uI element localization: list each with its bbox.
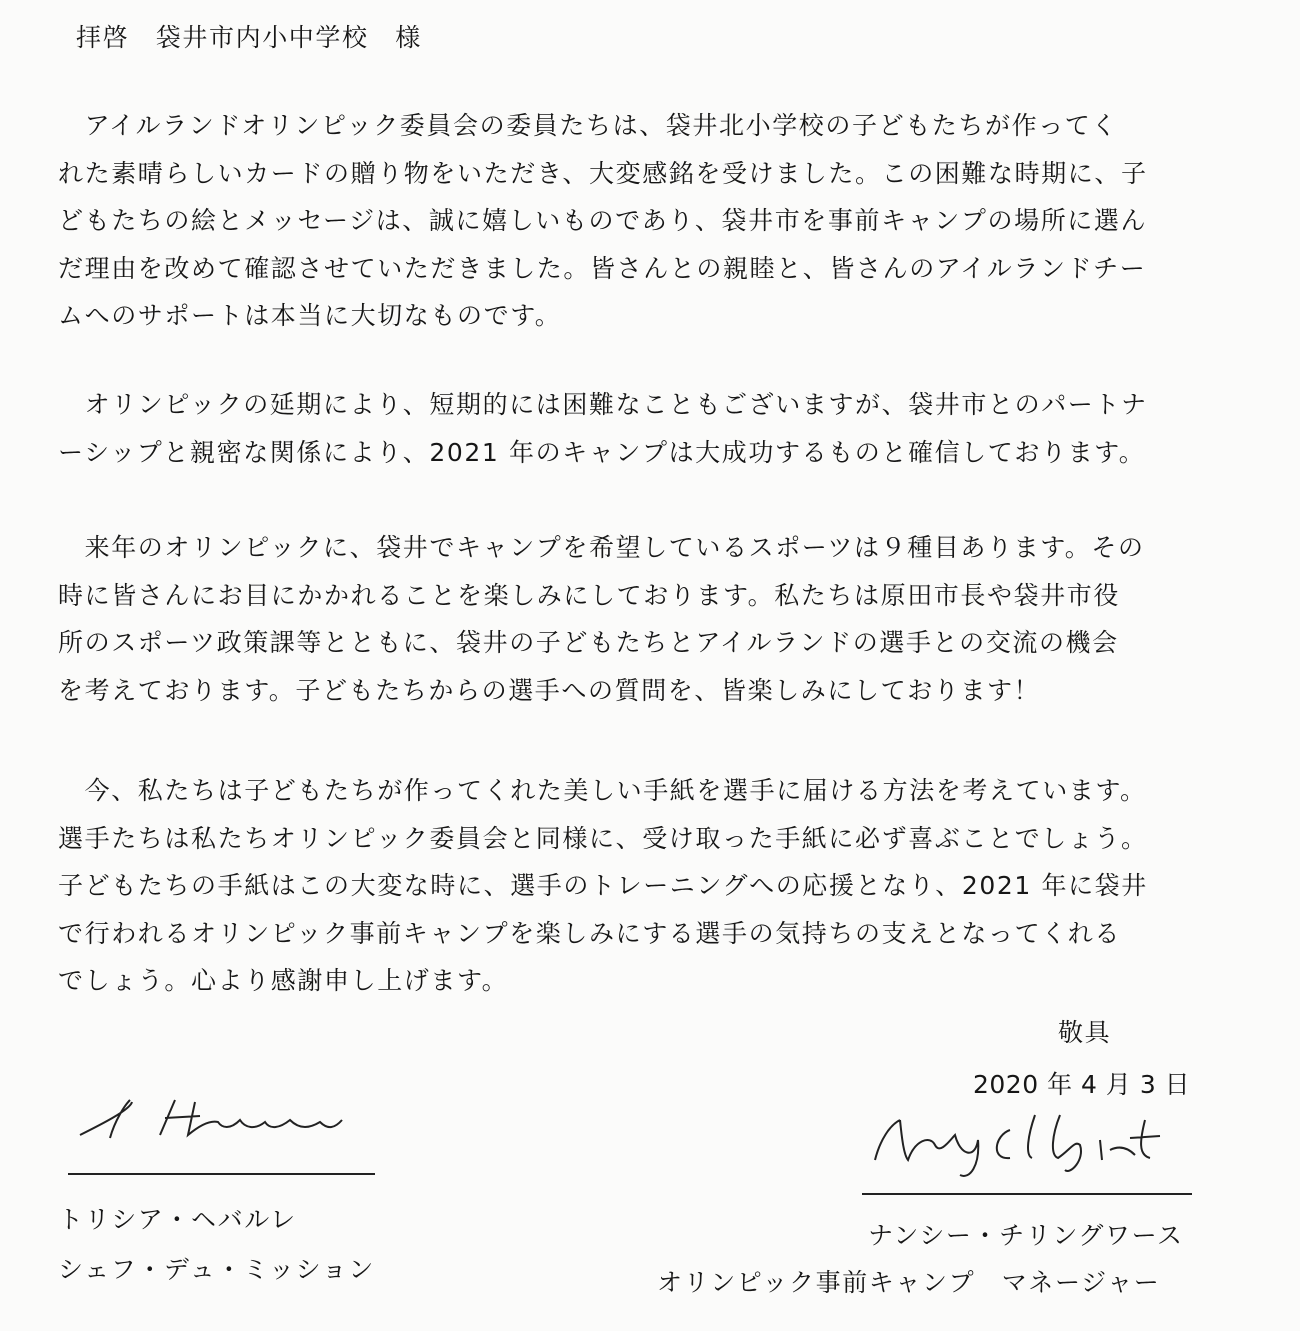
signature-right	[860, 1100, 1180, 1180]
signature-line-left	[68, 1173, 375, 1175]
paragraph-line: ムへのサポートは本当に大切なものです。	[58, 301, 562, 330]
paragraph-line: 選手たちは私たちオリンピック委員会と同様に、受け取った手紙に必ず喜ぶことでしょう。	[58, 823, 1148, 853]
paragraph-3	[58, 524, 1145, 714]
signature-left	[70, 1090, 370, 1160]
paragraph-line: どもたちの絵とメッセージは、誠に嬉しいものであり、袋井市を事前キャンプの場所に選ん	[58, 206, 1148, 235]
paragraph-line: を考えております。子どもたちからの選手への質問を、皆楽しみにしております！	[58, 675, 1041, 705]
closing: 敬具	[1058, 1018, 1112, 1047]
paragraph-line: 来年のオリンピックに、袋井でキャンプを希望しているスポーツは９種目あります。その	[58, 533, 1145, 562]
signatory-right-title: オリンピック事前キャンプ マネージャー	[657, 1268, 1161, 1297]
salutation: 拝啓 袋井市内小中学校 様	[76, 23, 422, 52]
paragraph-4	[58, 767, 1148, 1005]
paragraph-line: 今、私たちは子どもたちが作ってくれた美しい手紙を選手に届ける方法を考えています。	[58, 776, 1147, 805]
paragraph-line: ーシップと親密な関係により、2021 年のキャンプは大成功するものと確信しております。	[58, 437, 1146, 467]
paragraph-line: でしょう。心より感謝申し上げます。	[58, 966, 509, 995]
paragraph-line: だ理由を改めて確認させていただきました。皆さんとの親睦と、皆さんのアイルランドチー	[58, 253, 1147, 283]
paragraph-1	[58, 102, 1148, 340]
paragraph-line: 所のスポーツ政策課等とともに、袋井の子どもたちとアイルランドの選手との交流の機会	[58, 628, 1119, 657]
signatory-left-name: トリシア・ヘバルレ	[58, 1205, 297, 1234]
paragraph-line: 時に皆さんにお目にかかれることを楽しみにしております。私たちは原田市長や袋井市役	[58, 580, 1121, 610]
paragraph-2	[58, 381, 1148, 476]
paragraph-line: で行われるオリンピック事前キャンプを楽しみにする選手の気持ちの支えとなってくれる	[58, 918, 1122, 948]
paragraph-line: オリンピックの延期により、短期的には困難なこともございますが、袋井市とのパートナ	[58, 390, 1148, 419]
signatory-left-title: シェフ・デュ・ミッション	[58, 1255, 375, 1284]
paragraph-line: アイルランドオリンピック委員会の委員たちは、袋井北小学校の子どもたちが作ってく	[58, 111, 1119, 140]
signatory-right-name: ナンシー・チリングワース	[868, 1221, 1184, 1250]
paragraph-line: れた素晴らしいカードの贈り物をいただき、大変感銘を受けました。この困難な時期に、子	[58, 158, 1148, 188]
signature-line-right	[862, 1193, 1192, 1195]
paragraph-line: 子どもたちの手紙はこの大変な時に、選手のトレーニングへの応援となり、2021 年に袋井	[58, 871, 1148, 900]
date: 2020 年 4 月 3 日	[973, 1070, 1191, 1099]
